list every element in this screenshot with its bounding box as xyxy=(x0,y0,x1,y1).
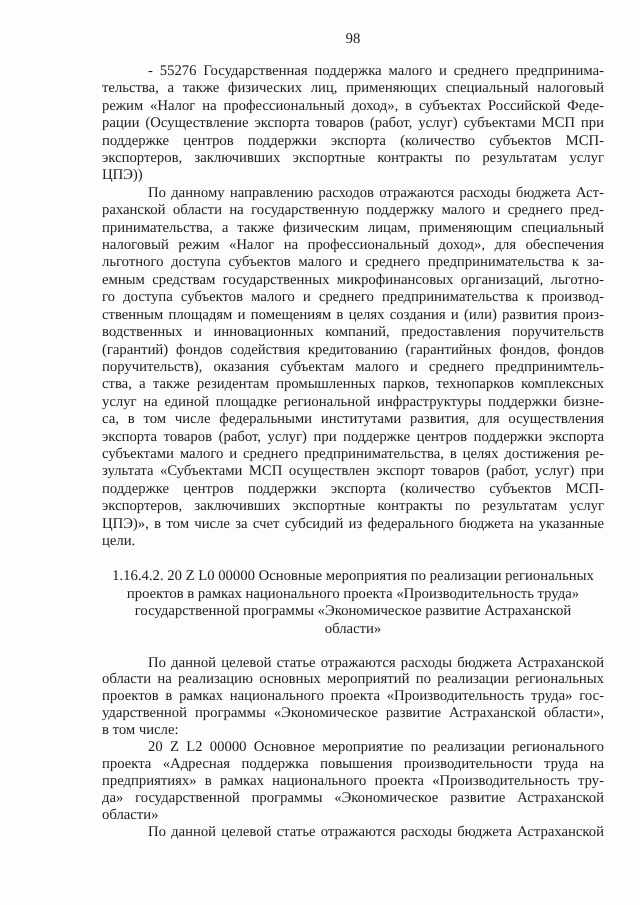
text-line: По данному направлению расходов отражаются расходы бюджета Аст- xyxy=(148,184,604,201)
text-line: рации (Осуществление экспорта товаров (работ, услуг) субъектами МСП при xyxy=(102,115,604,132)
text-line: проекта «Адресная поддержка повышения производительности труда на xyxy=(102,755,604,772)
text-line: проектов в рамках национального проекта «Производительность труда» xyxy=(126,585,580,602)
text-line: поддержке центров поддержки экспорта (количество субъектов МСП- xyxy=(102,480,604,497)
text-line: поддержке центров поддержки экспорта (количество субъектов МСП- xyxy=(102,132,604,149)
text-line: са, в том числе федеральными институтами развития, для осуществления xyxy=(102,411,604,428)
text-line: в том числе: xyxy=(102,722,179,739)
text-line: ударственной программы «Экономическое развитие Астраханской области», xyxy=(102,705,604,722)
text-line: области» xyxy=(102,806,159,823)
section-heading-1-16-4-2 xyxy=(102,568,604,638)
text-line: льготного доступа субъектов малого и среднего предпринимательства к за- xyxy=(102,254,604,271)
text-line: области» xyxy=(324,620,382,637)
text-line: (гарантий) фондов содействия кредитованию (гарантийных фондов, фондов xyxy=(102,341,604,358)
target-article-20-z-l2-00000-description xyxy=(102,824,604,841)
text-line: государственной программы «Экономическое развитие Астраханской xyxy=(134,603,572,619)
text-line: ственным площадям и помещениям в целях создания и (или) развития произ- xyxy=(102,306,604,323)
text-line: поручительств), оказания субъектам малого и среднего предпринимтель- xyxy=(102,358,604,375)
text-line: раханской области на государственную поддержку малого и среднего пред- xyxy=(102,202,604,219)
text-line: да» государственной программы «Экономическое развитие Астраханской xyxy=(102,789,604,806)
text-line: области на реализацию основных мероприятий по реализации региональных xyxy=(102,671,604,688)
expense-direction-55276-title xyxy=(102,63,604,185)
text-line: предприятиях» в рамках национального проекта «Производительность тру- xyxy=(102,772,604,789)
expense-direction-55276 xyxy=(102,63,604,550)
text-line: экспортеров, заключивших экспортные контракты по результатам услуг xyxy=(102,150,604,167)
text-line: проектов в рамках национального проекта «Производительность труда» гос- xyxy=(102,688,604,705)
text-line: тельства, а также физических лиц, применяющих специальный налоговый xyxy=(102,80,604,97)
text-line: экспортеров, заключивших экспортные контракты по результатам услуг xyxy=(102,498,604,515)
section-body-1-16-4-2 xyxy=(102,655,604,841)
text-line: водственных и инновационных компаний, предоставления поручительств xyxy=(102,324,604,341)
text-line: цели. xyxy=(102,532,136,549)
page-number: 98 xyxy=(345,31,361,47)
text-line: По данной целевой статье отражаются расходы бюджета Астраханской xyxy=(148,823,604,840)
text-line: ЦПЭ)», в том числе за счет субсидий из федерального бюджета на указанные xyxy=(102,515,604,532)
text-line: емным средствам государственных микрофинансовых организаций, льготно- xyxy=(102,271,604,288)
text-line: По данной целевой статье отражаются расходы бюджета Астраханской xyxy=(148,654,604,671)
text-line: налоговый режим «Налог на профессиональный доход», для обеспечения xyxy=(102,237,604,254)
text-line: ства, а также резидентам промышленных парков, технопарков комплексных xyxy=(102,376,604,393)
target-article-20-z-l2-00000-title xyxy=(102,739,604,824)
text-line: зультата «Субъектами МСП осуществлен экспорт товаров (работ, услуг) при xyxy=(102,463,604,480)
text-line: - 55276 Государственная поддержка малого и среднего предпринима- xyxy=(148,63,604,79)
text-line: 1.16.4.2. 20 Z L0 00000 Основные мероприятия по реализации региональных xyxy=(112,568,594,584)
text-line: принимательства, а также физическим лицам, применяющим специальный xyxy=(102,219,604,236)
text-line: режим «Налог на профессиональный доход», в субъектах Российской Феде- xyxy=(102,97,604,114)
text-line: услуг на единой площадке региональной инфраструктуры поддержки бизне- xyxy=(102,393,604,410)
text-line: ЦПЭ)) xyxy=(102,167,143,184)
section-description xyxy=(102,655,604,740)
text-line: 20 Z L2 00000 Основное мероприятие по реализации регионального xyxy=(148,739,604,756)
section-heading-text xyxy=(102,568,604,638)
text-line: экспорта товаров (работ, услуг) при поддержке центров поддержки экспорта xyxy=(102,428,604,445)
text-line: го доступа субъектов малого и среднего предпринимательства к производ- xyxy=(102,289,604,306)
expense-direction-55276-description xyxy=(102,185,604,551)
text-line: субъектами малого и среднего предпринимательства, в целях достижения ре- xyxy=(102,445,604,462)
